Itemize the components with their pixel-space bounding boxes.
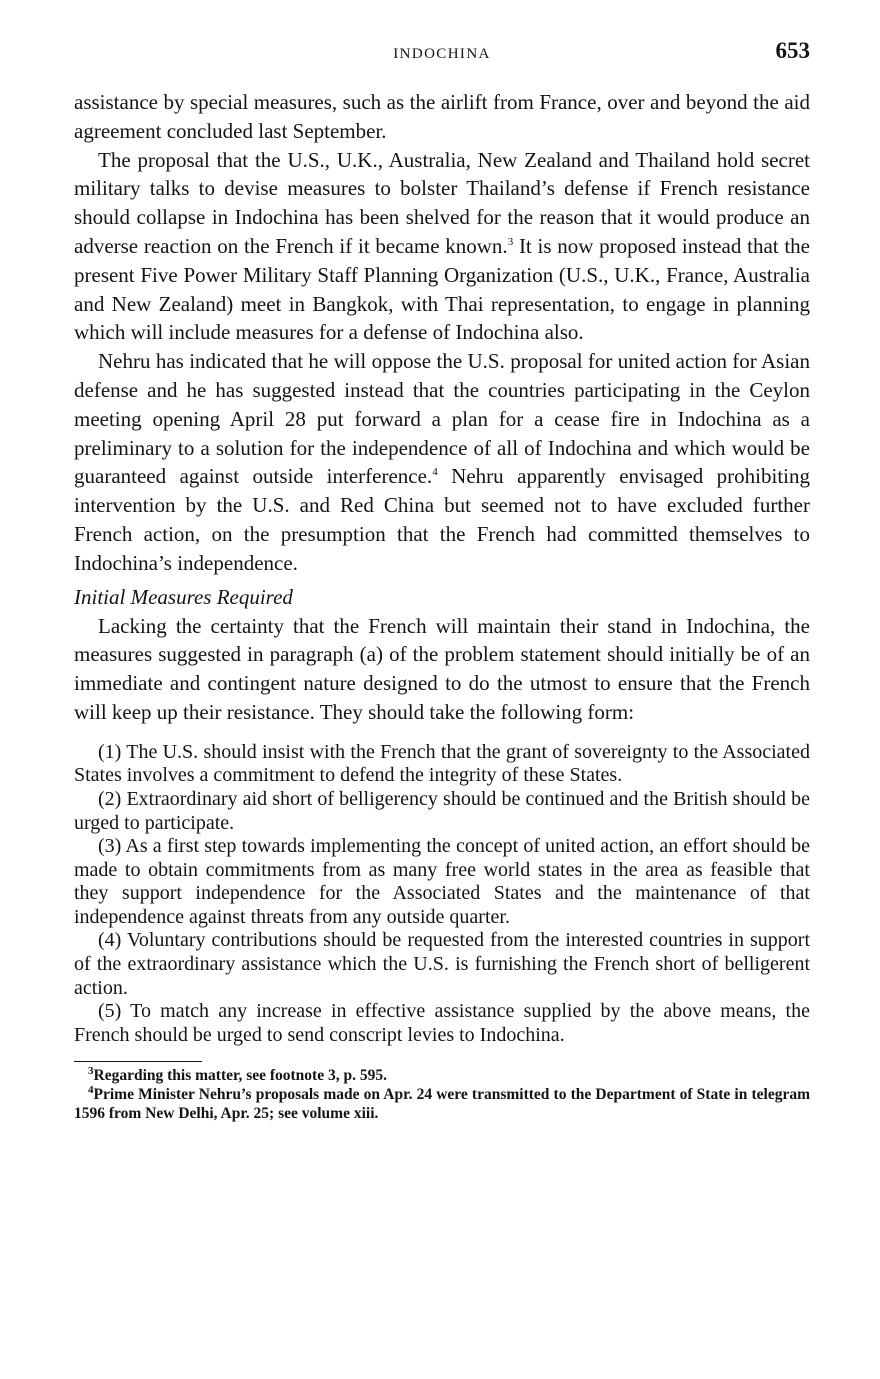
footnote-3 [74, 1066, 810, 1085]
footnote-ref-4[interactable]: 4 [432, 466, 438, 479]
paragraph-text: assistance by special measures, such as the airlift from France, over and beyond the aid agreement concluded last September. [74, 90, 810, 143]
paragraph-thailand-talks [74, 146, 810, 348]
paragraph-text: The proposal that the U.S., U.K., Australia, New Zealand and Thailand hold secret military talks to devise measures to bolster Thailand’s defense if French resistance should collapse in Indochina has been shelved for the reason that it would produce an adverse reaction on the French if it became known. [74, 147, 810, 258]
running-head [74, 38, 810, 68]
footnote-4 [74, 1085, 810, 1123]
measures-list [74, 741, 810, 1048]
footnotes [74, 1066, 810, 1123]
paragraph-continued [74, 88, 810, 146]
measure-item: (2) Extraordinary aid short of belligerency should be continued and the British should be urged to participate. [74, 787, 810, 834]
footnote-ref-3[interactable]: 3 [507, 235, 514, 248]
body-text [74, 88, 810, 1123]
footnote-mark: 3 [88, 1065, 94, 1078]
paragraph-nehru [74, 347, 810, 577]
paragraph-text: It is now proposed instead that the present Five Power Military Staff Planning Organization (U.S., U.K., France, Australia and New Zealand) meet in Bangkok, with Thai representation, to engage in planning which will include measures for a defense of Indochina also. [74, 233, 810, 345]
footnote-text: Prime Minister Nehru’s proposals made on Apr. 24 were transmitted to the Department of State in telegram 1596 from New Delhi, Apr. 25; see volume xiii. [74, 1086, 810, 1123]
measure-item: (4) Voluntary contributions should be requested from the interested countries in support of the extraordinary assistance which the U.S. is furnishing the French short of belligerent action. [74, 929, 810, 999]
footnote-divider [74, 1061, 202, 1062]
paragraph-text: Nehru has indicated that he will oppose the U.S. proposal for united action for Asian defense and he has suggested instead that the countries participating in the Ceylon meeting opening April 28 put forward a plan for a cease fire in Indochina as a preliminary to a solution for the independence of all of Indochina and which would be guaranteed against outside interference. [74, 349, 810, 489]
footnote-text: Regarding this matter, see footnote 3, p. 595. [93, 1067, 387, 1085]
measure-item: (3) As a first step towards implementing the concept of united action, an effort should be made to obtain commitments from as many free world states in the area as feasible that they support independence for the Associated States and the maintenance of that independence against threats from any outside quarter. [74, 835, 810, 928]
measure-item: (5) To match any increase in effective assistance supplied by the above means, the French should be urged to send conscript levies to Indochina. [74, 1000, 810, 1046]
paragraph-text: Nehru apparently envisaged prohibiting intervention by the U.S. and Red China but seemed not to have excluded further French action, on the presumption that the French had committed themselves to Indochina’s independence. [74, 464, 811, 575]
page-number: 653 [775, 38, 810, 63]
measure-item: (1) The U.S. should insist with the French that the grant of sovereignty to the Associated States involves a commitment to defend the integrity of these States. [74, 740, 810, 787]
paragraph-section-intro: Lacking the certainty that the French will maintain their stand in Indochina, the measures suggested in paragraph (a) of the problem statement should initially be of an immediate and contingent nature designed to do the utmost to ensure that the French will keep up their resistance. They should take the following form: [74, 613, 810, 724]
running-title: INDOCHINA [393, 46, 491, 62]
footnote-mark: 4 [88, 1084, 94, 1097]
section-heading: Initial Measures Required [74, 584, 293, 609]
